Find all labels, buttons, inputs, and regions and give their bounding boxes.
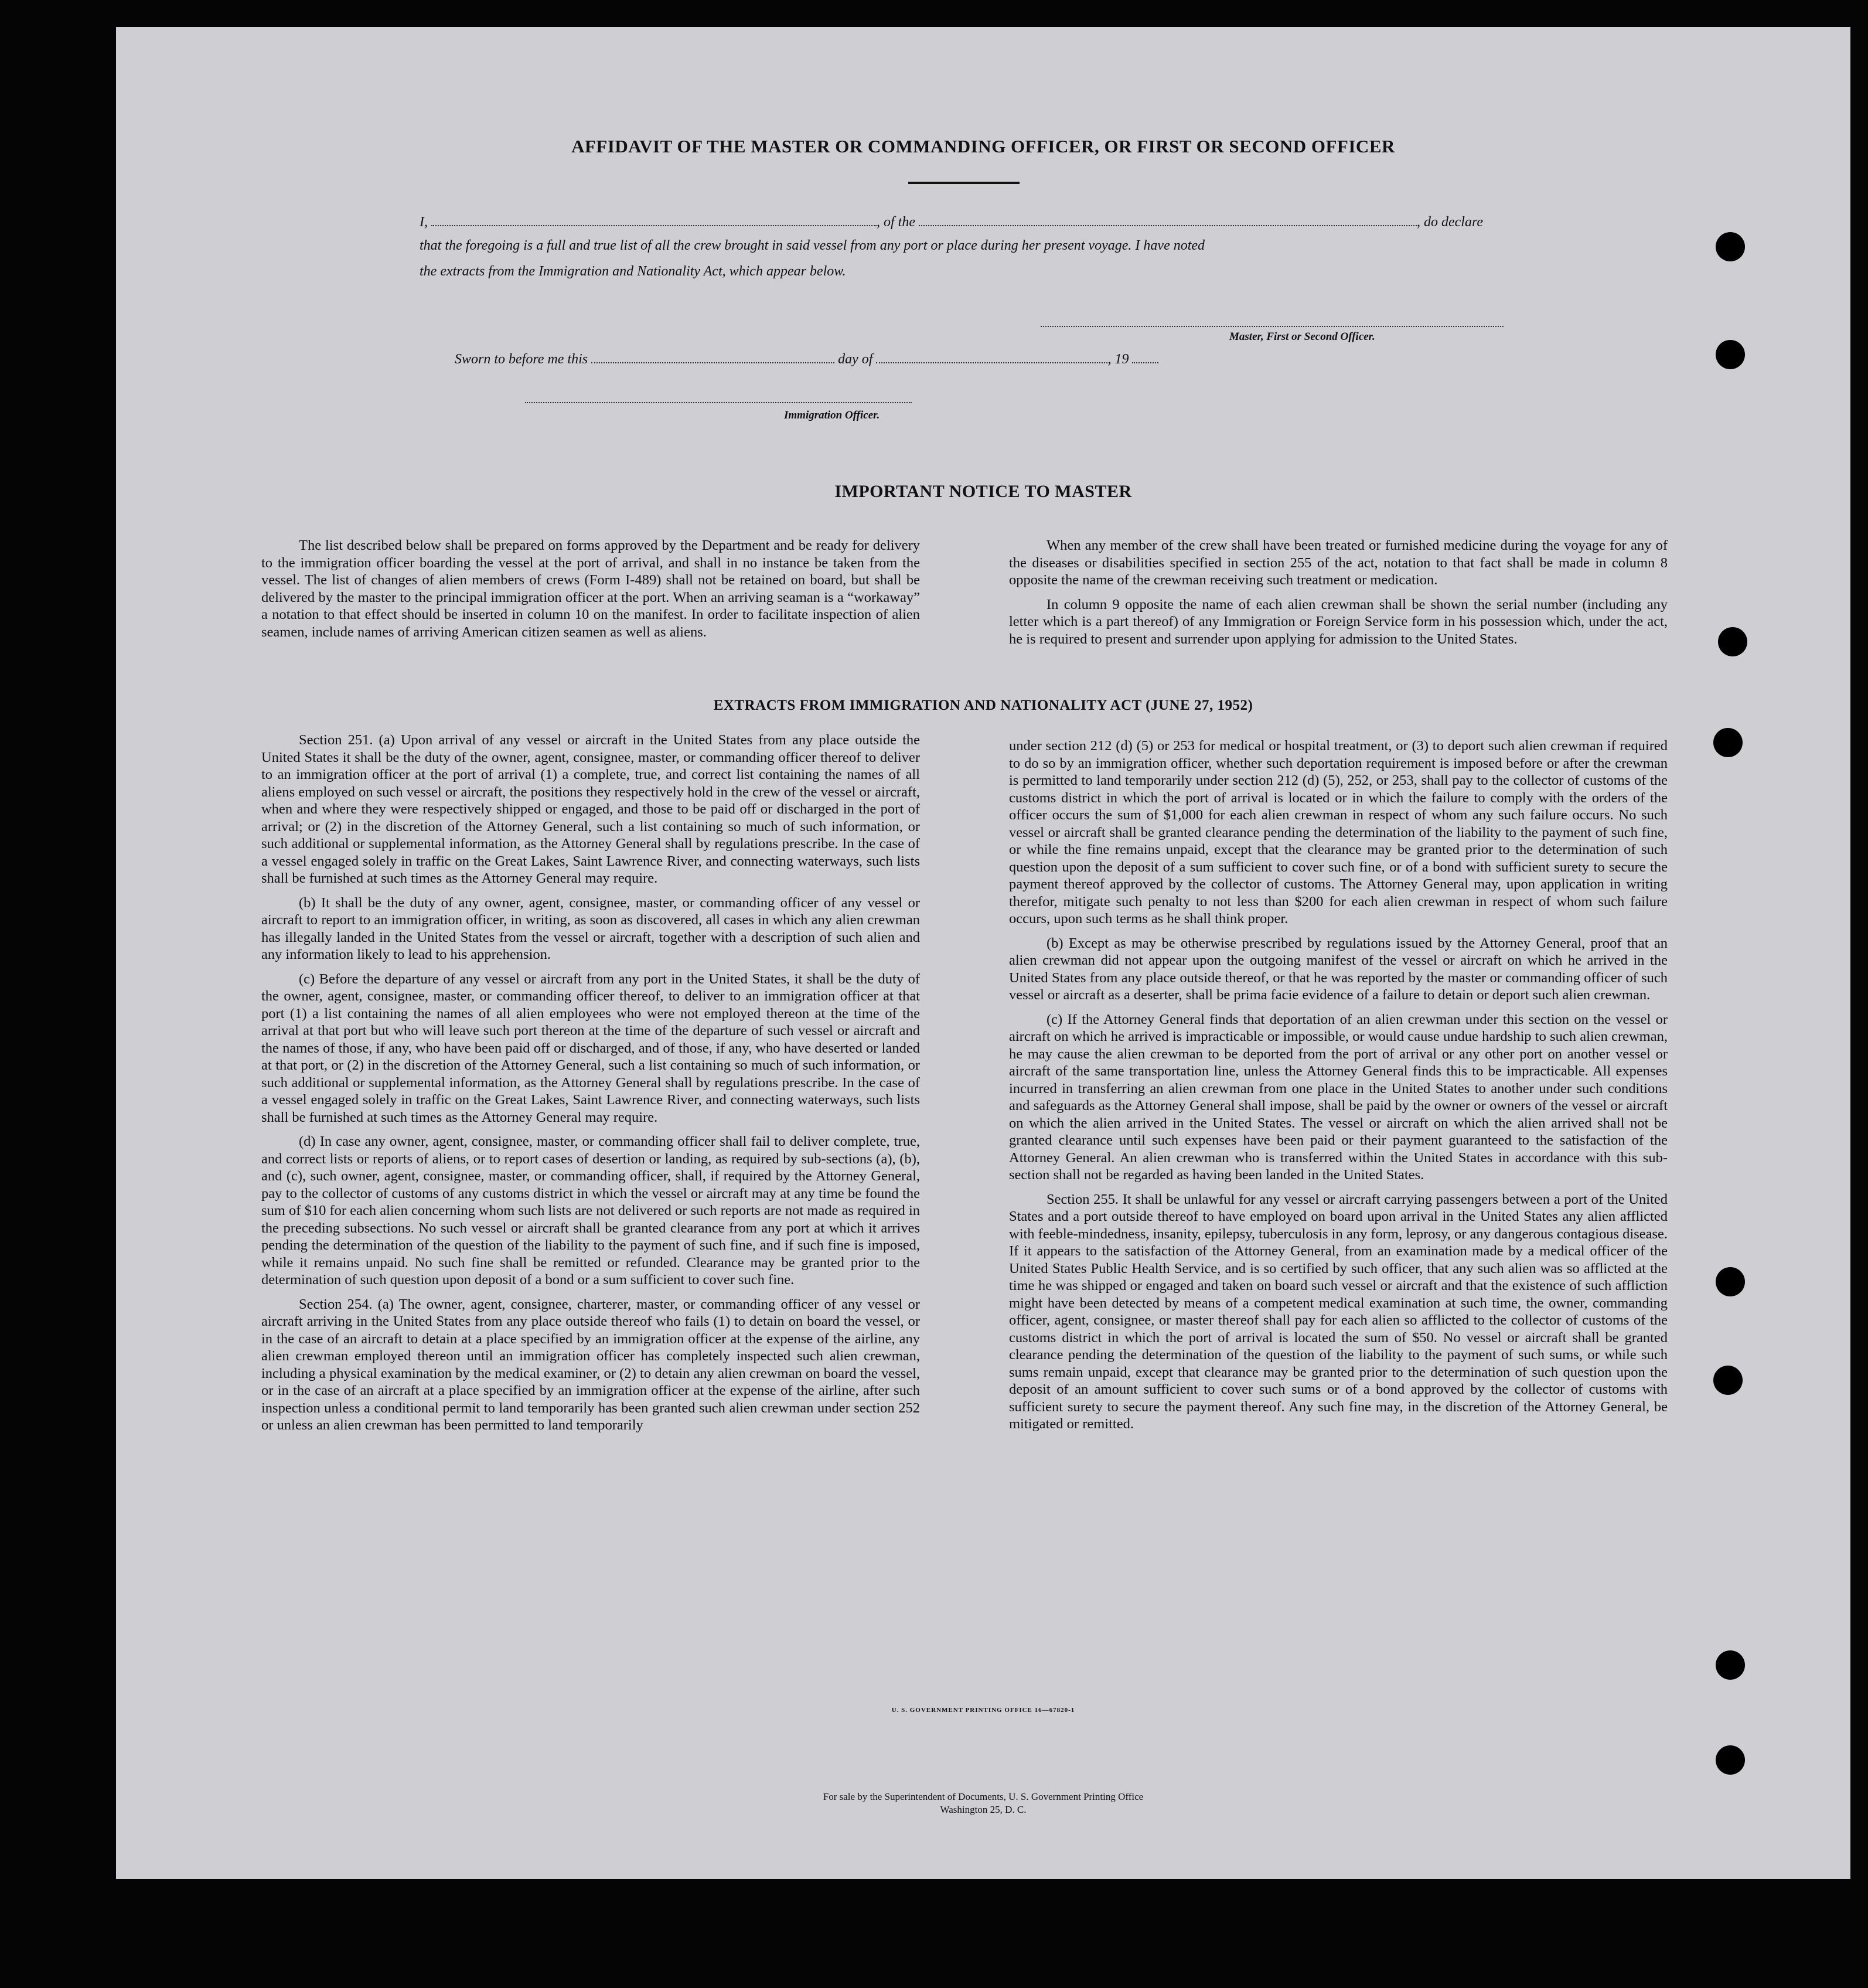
section-251-c: (c) Before the departure of any vessel or aircraft from any port in the United States, it shall be the duty of the owner, agent, consignee, master, or commanding officer thereof, to deliver to an immigration officer at that port (1) a list containing the names of all alien employees who were not employed thereon at the time of the arrival at that port but who will leave such port thereon at the time of the departure of such vessel or aircraft and the names of those, if any, who have been paid off or discharged, and of those, if any, who have deserted or landed at that port, or (2) in the discretion of the Attorney General, such a list containing so much of such information, or such additional or supplemental information, as the Attorney General shall by regulations prescribe. In the case of a vessel engaged solely in traffic on the Great Lakes, Saint Lawrence River, and connecting waterways, such lists shall be furnished at such times as the Attorney General may require. (261, 971, 920, 1125)
extracts-title: EXTRACTS FROM IMMIGRATION AND NATIONALITY ACT (JUNE 27, 1952) (713, 697, 1253, 713)
of-the-label: , of the (877, 215, 915, 230)
notice-title: IMPORTANT NOTICE TO MASTER (834, 482, 1132, 501)
notice-right-paragraph-1: When any member of the crew shall have been treated or furnished medicine during the voyage for any of the diseases or disabilities specified in section 255 of the act, notation to that fact shall be made in column 8 opposite the name of the crewman receiving such treatment or medication. (1009, 537, 1668, 588)
document-page (116, 27, 1850, 1879)
punch-hole (1718, 627, 1747, 656)
section-251-d: (d) In case any owner, agent, consignee, master, or commanding officer shall fail to deliver complete, true, and correct lists or reports of aliens, or to report cases of desertion or landing, as required by sub-sections (a), (b), and (c), such owner, agent, consignee, master, or commanding officer, shall, if required by the Attorney General, pay to the collector of customs of any customs district in which the vessel or aircraft may at any time be found the sum of $10 for each alien concerning whom such lists are not delivered or such reports are not made as required in the preceding subsections. No such vessel or aircraft shall be granted clearance from any port at which it arrives pending the determination of the question of the liability to the payment of such fine, and if such fine is imposed, while it remains unpaid. No such fine shall be remitted or refunded. Clearance may be granted prior to the determination of such question upon deposit of a bond or a sum sufficient to cover such fine. (261, 1133, 920, 1288)
section-254-a-cont: under section 212 (d) (5) or 253 for medical or hospital treatment, or (3) to deport such alien crewman if required to do so by an immigration officer, whether such deportation requirement is imposed before or after the crewman is permitted to land temporarily under section 212 (d) (5), 252, or 253, shall pay to the collector of customs of the customs district in which the port of arrival is located or in which the failure to comply with the orders of the officer occurs the sum of $1,000 for each alien crewman in respect of whom any such failure occurs. No such vessel or aircraft shall be granted clearance pending the determination of the liability to the payment of such fine, or while the fine remains unpaid, except that the clearance may be granted prior to the determination of such question upon the deposit of a sum sufficient to cover such fine, or of a bond with sufficient surety to secure the payment thereof approved by the collector of customs. The Attorney General may, upon application in writing therefor, mitigate such penalty to not less than $200 for each alien crewman in respect of whom such failure occurs, upon such terms as he shall think proper. (1009, 738, 1668, 927)
sworn-label: Sworn to before me this (455, 352, 588, 367)
notice-left-paragraph: The list described below shall be prepared on forms approved by the Department and be ready for delivery to the immigration officer boarding the vessel at the port of arrival, and shall in no instance be taken from the vessel. The list of changes of alien members of crews (Form I-489) shall not be retained on board, but shall be delivered by the master to the principal immigration officer at the port. When an arriving seaman is a “workaway” a notation to that effect should be inserted in column 10 on the manifest. In order to facilitate inspection of alien seamen, include names of arriving American citizen seamen as well as aliens. (261, 537, 920, 640)
declaration-text-2: the extracts from the Immigration and Nationality Act, which appear below. (420, 264, 846, 279)
notice-left-column (261, 537, 920, 641)
sale-address: Washington 25, D. C. (940, 1804, 1027, 1815)
punch-hole (1716, 1650, 1745, 1680)
section-251-a: Section 251. (a) Upon arrival of any vessel or aircraft in the United States from any place outside the United States it shall be the duty of the owner, agent, consignee, master, or commanding officer thereof to deliver to an immigration officer at the port of arrival (1) a complete, true, and correct list containing the names of all aliens employed on such vessel or aircraft, the positions they respectively hold in the crew of the vessel or aircraft, when and where they were respectively shipped or engaged, and those to be paid off or discharged in the port of arrival; or (2) in the discretion of the Attorney General, such a list containing so much of such information, or such additional or supplemental information, as the Attorney General shall by regulations prescribe. In the case of a vessel engaged solely in traffic on the Great Lakes, Saint Lawrence River, and connecting waterways, such lists shall be furnished at such times as the Attorney General may require. (261, 732, 920, 886)
immigration-officer-signature-line[interactable] (525, 402, 912, 403)
affidavit-title: AFFIDAVIT OF THE MASTER OR COMMANDING OFFICER, OR FIRST OR SECOND OFFICER (571, 136, 1395, 156)
section-255: Section 255. It shall be unlawful for any vessel or aircraft carrying passengers between a port of the United States and a port outside thereof to have employed on board upon arrival in the United States any alien afflicted with feeble-mindedness, insanity, epilepsy, tuberculosis in any form, leprosy, or any dangerous contagious disease. If it appears to the satisfaction of the Attorney General, from an examination made by a medical officer of the United States Public Health Service, and is so certified by such officer, that any such alien was so afflicted at the time he was shipped or engaged and taken on board such vessel or aircraft and that the existence of such affliction might have been detected by means of a competent medical examination at such time, the owner, commanding officer, agent, consignee, or master thereof shall pay for each alien so afflicted to the collector of customs of the customs district in which the port of arrival is located the sum of $50. No vessel or aircraft shall be granted clearance pending the determination of the question of the liability to the payment of such sums, or while such sums remain unpaid, except that clearance may be granted prior to the determination of such question upon the deposit of an amount sufficient to cover such sums or of a bond approved by the collector of customs with sufficient surety to secure the payment thereof. Any such fine may, in the discretion of the Attorney General, be mitigated or remitted. (1009, 1191, 1668, 1432)
punch-hole (1716, 340, 1745, 369)
year-label: , 19 (1107, 352, 1129, 367)
declarant-prefix: I, (420, 215, 428, 230)
immigration-officer-label: Immigration Officer. (784, 409, 880, 421)
day-of-label: day of (838, 352, 873, 367)
extracts-left-column (261, 731, 920, 1434)
printer-imprint: U. S. GOVERNMENT PRINTING OFFICE 16—67820-1 (891, 1707, 1075, 1714)
title-rule (908, 182, 1020, 184)
sworn-year-blank[interactable] (1132, 349, 1158, 363)
section-254-c: (c) If the Attorney General finds that deportation of an alien crewman under this section on the vessel or aircraft on which he arrived is impracticable or impossible, or would cause undue hardship to such alien crewman, he may cause the alien crewman to be deported from the port of arrival or any other port on another vessel or aircraft of the same transportation line, unless the Attorney General finds this to be impracticable. All expenses incurred in transferring an alien crewman from one place in the United States to another under such conditions and safeguards as the Attorney General shall impose, shall be paid by the owner or owners of the vessel or aircraft on which the alien arrived in the United States. The vessel or aircraft on which the alien arrived shall not be granted clearance until such expenses have been paid or their payment guaranteed to the satisfaction of the Attorney General. An alien crewman who is transferred within the United States in accordance with this sub-section shall not be regarded as having been landed in the United States. (1009, 1011, 1668, 1183)
section-251-b: (b) It shall be the duty of any owner, agent, consignee, master, or commanding officer of any vessel or aircraft to report to an immigration officer, in writing, as soon as discovered, all cases in which any alien crewman has illegally landed in the United States from the vessel or aircraft, together with a description of such alien and any information likely to lead to his apprehension. (261, 894, 920, 962)
master-label: Master, First or Second Officer. (1229, 331, 1375, 343)
declarant-name-blank[interactable] (431, 212, 877, 226)
punch-hole (1716, 232, 1745, 261)
punch-hole (1713, 728, 1743, 757)
sworn-month-blank[interactable] (876, 349, 1107, 363)
do-declare-label: , do declare (1417, 215, 1484, 230)
section-254-b: (b) Except as may be otherwise prescribed by regulations issued by the Attorney General, proof that an alien crewman did not appear upon the outgoing manifest of the vessel or aircraft on which he arrived in the United States from any place outside thereof, or that he was reported by the master or commanding officer of such vessel or aircraft as a deserter, shall be prima facie evidence of a failure to detain or deport such alien crewman. (1009, 935, 1668, 1003)
sale-notice: For sale by the Superintendent of Documents, U. S. Government Printing Office (823, 1791, 1144, 1802)
punch-hole (1716, 1745, 1745, 1775)
punch-hole (1716, 1267, 1745, 1296)
section-254-a: Section 254. (a) The owner, agent, consignee, charterer, master, or commanding officer of any vessel or aircraft arriving in the United States from any place outside thereof who fails (1) to detain on board the vessel, or in the case of an aircraft to detain at a place specified by an immigration officer at the expense of the airline, any alien crewman employed thereon until an immigration officer has completely inspected such alien crewman, including a physical examination by the medical examiner, or (2) to detain any alien crewman on board the vessel, or in the case of an aircraft at a place specified by an immigration officer at the expense of the airline, after such inspection unless a conditional permit to land temporarily has been granted such alien crewman under section 252 or unless an alien crewman has been permitted to land temporarily (261, 1296, 920, 1433)
punch-hole (1713, 1366, 1743, 1395)
sworn-line (455, 349, 1158, 367)
declaration-text-1: that the foregoing is a full and true list of all the crew brought in said vessel from any port or place during her present voyage. I have noted (420, 238, 1205, 253)
sworn-day-blank[interactable] (591, 349, 834, 363)
notice-right-paragraph-2: In column 9 opposite the name of each alien crewman shall be shown the serial number (including any letter which is a part thereof) of any Immigration or Foreign Service form in his possession which, under the act, he is required to present and surrender upon applying for admission to the United States. (1009, 596, 1668, 647)
